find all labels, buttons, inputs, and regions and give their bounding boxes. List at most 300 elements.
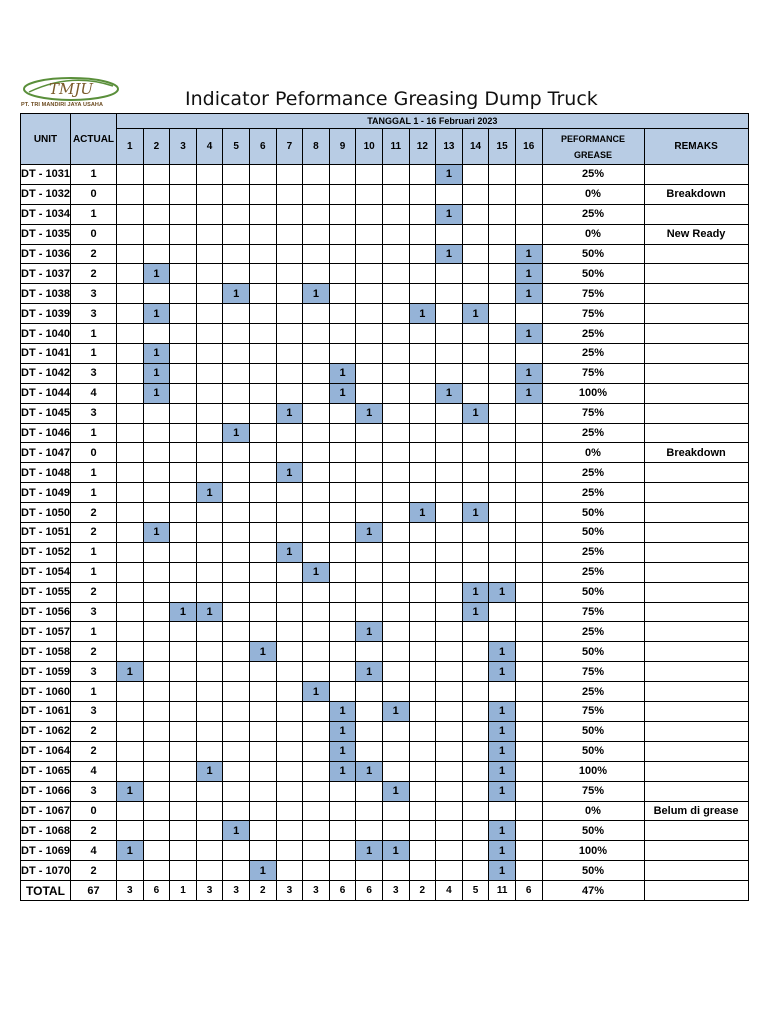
actual-cell: 3 (71, 363, 117, 383)
performance-cell: 75% (542, 363, 644, 383)
day-cell (515, 403, 542, 423)
unit-cell: DT - 1054 (21, 562, 71, 582)
day-cell (489, 284, 516, 304)
unit-cell: DT - 1042 (21, 363, 71, 383)
day-cell (436, 523, 463, 543)
total-day-1: 3 (117, 881, 144, 901)
day-cell (276, 184, 303, 204)
day-cell (223, 721, 250, 741)
header-day-6: 6 (249, 129, 276, 165)
day-cell (223, 324, 250, 344)
greased-mark: 1 (143, 344, 170, 364)
table-row (21, 204, 749, 224)
day-cell (196, 284, 223, 304)
header-day-5: 5 (223, 129, 250, 165)
day-cell (249, 344, 276, 364)
day-cell (515, 463, 542, 483)
day-cell (117, 503, 144, 523)
greased-mark: 1 (170, 602, 197, 622)
day-cell (170, 821, 197, 841)
day-cell (409, 861, 436, 881)
greased-mark: 1 (436, 165, 463, 185)
remaks-cell (644, 503, 748, 523)
total-day-2: 6 (143, 881, 170, 901)
unit-cell: DT - 1038 (21, 284, 71, 304)
day-cell (249, 781, 276, 801)
unit-cell: DT - 1060 (21, 682, 71, 702)
day-cell (170, 801, 197, 821)
table-row (21, 841, 749, 861)
day-cell (117, 184, 144, 204)
day-cell (489, 184, 516, 204)
day-cell (409, 244, 436, 264)
remaks-cell: Breakdown (644, 184, 748, 204)
day-cell (196, 503, 223, 523)
day-cell (223, 463, 250, 483)
day-cell (249, 204, 276, 224)
day-cell (303, 204, 330, 224)
day-cell (249, 304, 276, 324)
unit-cell: DT - 1047 (21, 443, 71, 463)
day-cell (143, 483, 170, 503)
day-cell (515, 761, 542, 781)
day-cell (462, 523, 489, 543)
day-cell (462, 284, 489, 304)
day-cell (303, 165, 330, 185)
day-cell (515, 841, 542, 861)
day-cell (249, 582, 276, 602)
total-day-16: 6 (515, 881, 542, 901)
day-cell (276, 383, 303, 403)
day-cell (117, 443, 144, 463)
day-cell (515, 503, 542, 523)
day-cell (143, 622, 170, 642)
day-cell (303, 821, 330, 841)
actual-cell: 4 (71, 383, 117, 403)
greased-mark: 1 (303, 562, 330, 582)
day-cell (409, 383, 436, 403)
day-cell (170, 284, 197, 304)
table-row (21, 662, 749, 682)
day-cell (249, 761, 276, 781)
day-cell (489, 602, 516, 622)
remaks-cell (644, 861, 748, 881)
day-cell (462, 821, 489, 841)
day-cell (170, 363, 197, 383)
unit-cell: DT - 1067 (21, 801, 71, 821)
day-cell (143, 503, 170, 523)
day-cell (143, 423, 170, 443)
day-cell (409, 841, 436, 861)
day-cell (356, 582, 383, 602)
day-cell (223, 562, 250, 582)
day-cell (117, 721, 144, 741)
day-cell (303, 463, 330, 483)
total-day-3: 1 (170, 881, 197, 901)
day-cell (462, 423, 489, 443)
day-cell (223, 781, 250, 801)
day-cell (382, 801, 409, 821)
actual-cell: 2 (71, 244, 117, 264)
day-cell (409, 363, 436, 383)
actual-cell: 2 (71, 582, 117, 602)
day-cell (223, 582, 250, 602)
day-cell (329, 165, 356, 185)
day-cell (303, 483, 330, 503)
day-cell (489, 423, 516, 443)
day-cell (382, 344, 409, 364)
greased-mark: 1 (489, 861, 516, 881)
total-day-13: 4 (436, 881, 463, 901)
header-day-8: 8 (303, 129, 330, 165)
total-day-7: 3 (276, 881, 303, 901)
day-cell (462, 542, 489, 562)
greased-mark: 1 (489, 721, 516, 741)
day-cell (436, 642, 463, 662)
day-cell (409, 264, 436, 284)
performance-cell: 50% (542, 642, 644, 662)
day-cell (515, 304, 542, 324)
table-row (21, 483, 749, 503)
greased-mark: 1 (329, 702, 356, 722)
table-row (21, 542, 749, 562)
day-cell (409, 761, 436, 781)
day-cell (117, 324, 144, 344)
day-cell (462, 184, 489, 204)
day-cell (196, 363, 223, 383)
day-cell (117, 702, 144, 722)
greased-mark: 1 (515, 363, 542, 383)
day-cell (303, 224, 330, 244)
day-cell (409, 741, 436, 761)
remaks-cell (644, 582, 748, 602)
day-cell (436, 224, 463, 244)
day-cell (382, 463, 409, 483)
day-cell (170, 344, 197, 364)
day-cell (356, 423, 383, 443)
day-cell (356, 702, 383, 722)
day-cell (196, 662, 223, 682)
day-cell (382, 861, 409, 881)
greased-mark: 1 (196, 483, 223, 503)
day-cell (249, 443, 276, 463)
greased-mark: 1 (356, 523, 383, 543)
greased-mark: 1 (356, 403, 383, 423)
day-cell (223, 801, 250, 821)
day-cell (382, 284, 409, 304)
performance-cell: 0% (542, 224, 644, 244)
day-cell (382, 304, 409, 324)
day-cell (249, 403, 276, 423)
greased-mark: 1 (409, 503, 436, 523)
day-cell (356, 483, 383, 503)
day-cell (436, 741, 463, 761)
greased-mark: 1 (276, 403, 303, 423)
day-cell (143, 403, 170, 423)
day-cell (329, 483, 356, 503)
day-cell (249, 702, 276, 722)
day-cell (170, 582, 197, 602)
unit-cell: DT - 1035 (21, 224, 71, 244)
day-cell (409, 423, 436, 443)
day-cell (170, 403, 197, 423)
unit-cell: DT - 1045 (21, 403, 71, 423)
greased-mark: 1 (356, 662, 383, 682)
day-cell (249, 244, 276, 264)
total-day-10: 6 (356, 881, 383, 901)
remaks-cell (644, 781, 748, 801)
day-cell (515, 423, 542, 443)
day-cell (170, 503, 197, 523)
greased-mark: 1 (117, 841, 144, 861)
day-cell (117, 821, 144, 841)
actual-cell: 2 (71, 721, 117, 741)
day-cell (436, 264, 463, 284)
actual-cell: 2 (71, 523, 117, 543)
day-cell (462, 344, 489, 364)
day-cell (249, 363, 276, 383)
day-cell (170, 443, 197, 463)
day-cell (409, 443, 436, 463)
day-cell (276, 821, 303, 841)
day-cell (276, 503, 303, 523)
performance-cell: 25% (542, 423, 644, 443)
day-cell (223, 244, 250, 264)
remaks-cell (644, 662, 748, 682)
day-cell (117, 224, 144, 244)
day-cell (382, 204, 409, 224)
day-cell (223, 403, 250, 423)
actual-cell: 3 (71, 602, 117, 622)
actual-cell: 3 (71, 781, 117, 801)
day-cell (462, 244, 489, 264)
performance-cell: 25% (542, 165, 644, 185)
day-cell (170, 562, 197, 582)
unit-cell: DT - 1032 (21, 184, 71, 204)
day-cell (303, 184, 330, 204)
day-cell (409, 821, 436, 841)
day-cell (196, 383, 223, 403)
day-cell (436, 602, 463, 622)
day-cell (143, 682, 170, 702)
day-cell (382, 423, 409, 443)
actual-cell: 1 (71, 344, 117, 364)
table-row (21, 443, 749, 463)
day-cell (249, 483, 276, 503)
performance-cell: 50% (542, 264, 644, 284)
day-cell (249, 284, 276, 304)
day-cell (170, 244, 197, 264)
table-row (21, 562, 749, 582)
unit-cell: DT - 1062 (21, 721, 71, 741)
table-row (21, 423, 749, 443)
remaks-cell (644, 523, 748, 543)
day-cell (515, 562, 542, 582)
table-row (21, 383, 749, 403)
day-cell (249, 463, 276, 483)
greased-mark: 1 (382, 702, 409, 722)
day-cell (462, 662, 489, 682)
table-row (21, 761, 749, 781)
day-cell (382, 741, 409, 761)
performance-cell: 50% (542, 244, 644, 264)
day-cell (329, 264, 356, 284)
day-cell (276, 682, 303, 702)
day-cell (436, 443, 463, 463)
day-cell (276, 523, 303, 543)
greased-mark: 1 (489, 662, 516, 682)
day-cell (143, 165, 170, 185)
greased-mark: 1 (143, 383, 170, 403)
greased-mark: 1 (223, 423, 250, 443)
day-cell (462, 741, 489, 761)
day-cell (489, 363, 516, 383)
day-cell (223, 761, 250, 781)
day-cell (436, 582, 463, 602)
day-cell (329, 403, 356, 423)
remaks-cell (644, 483, 748, 503)
day-cell (303, 861, 330, 881)
day-cell (356, 344, 383, 364)
day-cell (436, 423, 463, 443)
greased-mark: 1 (223, 284, 250, 304)
greased-mark: 1 (515, 383, 542, 403)
header-tanggal: TANGGAL 1 - 16 Februari 2023 (117, 114, 749, 129)
day-cell (303, 383, 330, 403)
day-cell (436, 284, 463, 304)
day-cell (329, 204, 356, 224)
day-cell (223, 383, 250, 403)
day-cell (117, 861, 144, 881)
greased-mark: 1 (489, 821, 516, 841)
greased-mark: 1 (515, 264, 542, 284)
table-row (21, 244, 749, 264)
day-cell (196, 344, 223, 364)
greased-mark: 1 (489, 582, 516, 602)
actual-cell: 1 (71, 204, 117, 224)
company-logo (21, 76, 121, 114)
table-row (21, 463, 749, 483)
day-cell (196, 165, 223, 185)
total-day-11: 3 (382, 881, 409, 901)
day-cell (356, 363, 383, 383)
performance-cell: 25% (542, 324, 644, 344)
day-cell (356, 861, 383, 881)
day-cell (170, 622, 197, 642)
day-cell (409, 284, 436, 304)
day-cell (515, 781, 542, 801)
actual-cell: 1 (71, 463, 117, 483)
day-cell (356, 264, 383, 284)
day-cell (276, 841, 303, 861)
header-day-13: 13 (436, 129, 463, 165)
day-cell (143, 463, 170, 483)
day-cell (329, 562, 356, 582)
day-cell (489, 304, 516, 324)
day-cell (117, 483, 144, 503)
day-cell (303, 264, 330, 284)
day-cell (409, 324, 436, 344)
day-cell (329, 821, 356, 841)
header-day-15: 15 (489, 129, 516, 165)
day-cell (462, 443, 489, 463)
day-cell (462, 224, 489, 244)
day-cell (223, 523, 250, 543)
day-cell (303, 662, 330, 682)
day-cell (276, 602, 303, 622)
day-cell (329, 284, 356, 304)
day-cell (143, 801, 170, 821)
greased-mark: 1 (117, 662, 144, 682)
day-cell (436, 503, 463, 523)
day-cell (303, 542, 330, 562)
day-cell (117, 363, 144, 383)
greased-mark: 1 (329, 761, 356, 781)
greased-mark: 1 (436, 244, 463, 264)
day-cell (409, 582, 436, 602)
greased-mark: 1 (329, 383, 356, 403)
total-day-14: 5 (462, 881, 489, 901)
performance-cell: 50% (542, 721, 644, 741)
day-cell (515, 483, 542, 503)
day-cell (223, 503, 250, 523)
day-cell (276, 642, 303, 662)
header-day-1: 1 (117, 129, 144, 165)
day-cell (515, 582, 542, 602)
day-cell (303, 642, 330, 662)
day-cell (515, 523, 542, 543)
unit-cell: DT - 1068 (21, 821, 71, 841)
day-cell (436, 403, 463, 423)
day-cell (515, 542, 542, 562)
day-cell (382, 721, 409, 741)
day-cell (409, 542, 436, 562)
day-cell (223, 741, 250, 761)
day-cell (276, 622, 303, 642)
day-cell (489, 503, 516, 523)
day-cell (196, 562, 223, 582)
remaks-cell (644, 284, 748, 304)
day-cell (223, 702, 250, 722)
day-cell (249, 542, 276, 562)
day-cell (117, 403, 144, 423)
day-cell (249, 264, 276, 284)
day-cell (196, 184, 223, 204)
greased-mark: 1 (462, 503, 489, 523)
day-cell (276, 244, 303, 264)
total-day-4: 3 (196, 881, 223, 901)
day-cell (223, 662, 250, 682)
day-cell (356, 244, 383, 264)
day-cell (462, 642, 489, 662)
page-title: Indicator Peformance Greasing Dump Truck (185, 88, 598, 110)
performance-cell: 75% (542, 781, 644, 801)
unit-cell: DT - 1050 (21, 503, 71, 523)
remaks-cell: Belum di grease (644, 801, 748, 821)
day-cell (196, 721, 223, 741)
day-cell (170, 463, 197, 483)
day-cell (143, 761, 170, 781)
table-row (21, 781, 749, 801)
day-cell (515, 721, 542, 741)
day-cell (276, 702, 303, 722)
day-cell (249, 622, 276, 642)
day-cell (143, 284, 170, 304)
unit-cell: DT - 1051 (21, 523, 71, 543)
day-cell (515, 443, 542, 463)
day-cell (303, 403, 330, 423)
actual-cell: 2 (71, 642, 117, 662)
